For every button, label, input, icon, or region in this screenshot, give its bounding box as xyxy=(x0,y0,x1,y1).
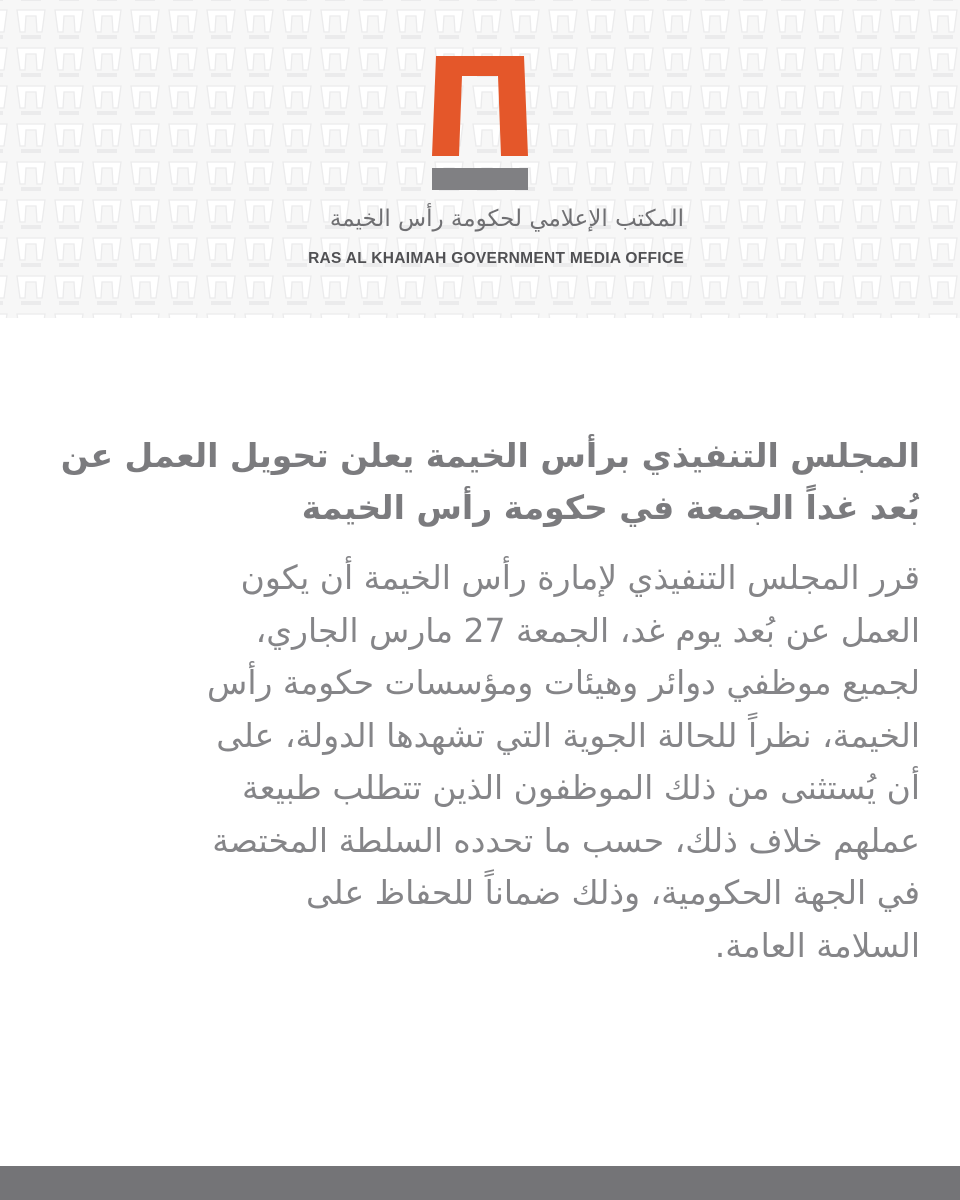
article-headline xyxy=(60,430,920,534)
headline-line: المجلس التنفيذي برأس الخيمة يعلن تحويل العمل عن xyxy=(60,436,920,475)
footer-bar xyxy=(0,1166,960,1200)
body-line: لجميع موظفي دوائر وهيئات ومؤسسات حكومة رأس xyxy=(207,663,920,702)
body-line: قرر المجلس التنفيذي لإمارة رأس الخيمة أن يكون xyxy=(240,558,920,597)
body-line: الخيمة، نظراً للحالة الجوية التي تشهدها الدولة، على xyxy=(216,715,920,755)
org-name-arabic: المكتب الإعلامي لحكومة رأس الخيمة xyxy=(329,206,684,232)
org-name-english: RAS AL KHAIMAH GOVERNMENT MEDIA OFFICE xyxy=(308,250,684,267)
header-band xyxy=(0,0,960,318)
body-line: في الجهة الحكومية، وذلك ضماناً للحفاظ على xyxy=(306,873,920,912)
body-line: أن يُستثنى من ذلك الموظفون الذين تتطلب طبيعة xyxy=(242,768,920,807)
article xyxy=(60,430,920,972)
article-body xyxy=(60,552,920,972)
body-line: السلامة العامة. xyxy=(714,925,920,965)
arch-logo-icon xyxy=(430,56,530,192)
headline-line: بُعد غداً الجمعة في حكومة رأس الخيمة xyxy=(301,488,920,527)
body-line: العمل عن بُعد يوم غد، الجمعة 27 مارس الجاري، xyxy=(255,610,920,650)
body-line: عملهم خلاف ذلك، حسب ما تحدده السلطة المختصة xyxy=(212,820,920,860)
